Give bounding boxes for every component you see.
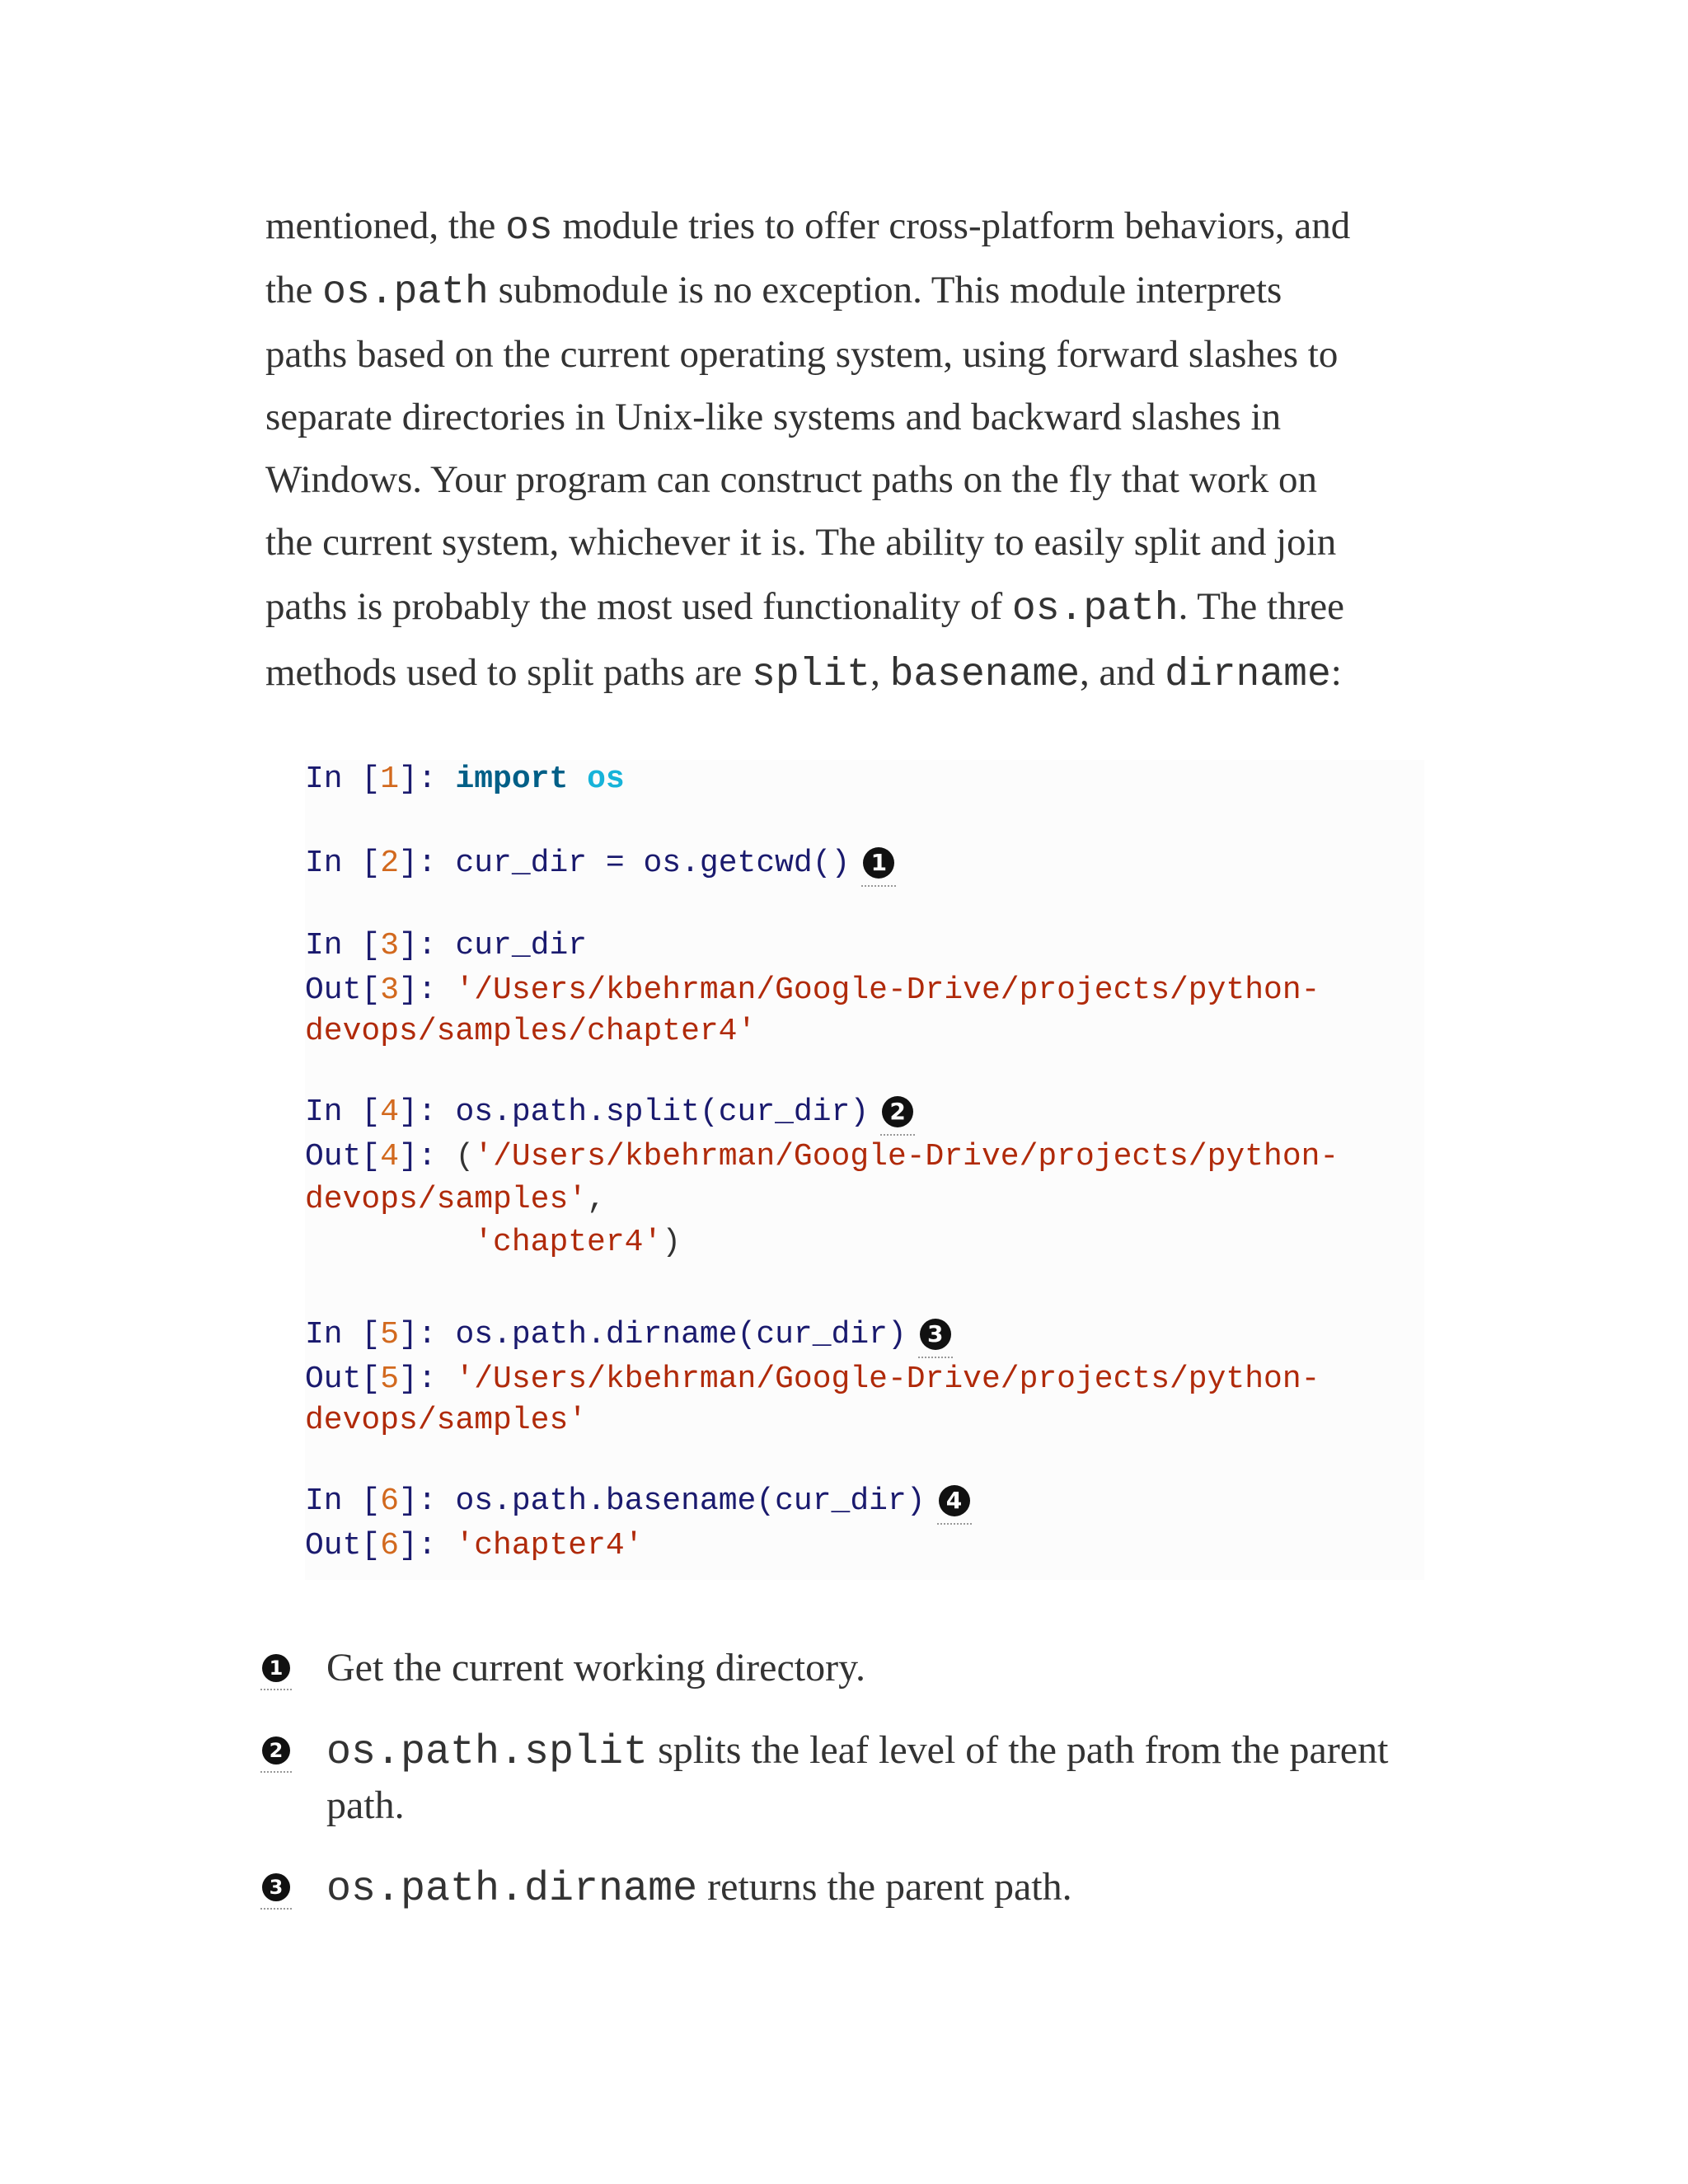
prompt: Out[ <box>305 1528 381 1563</box>
prose-text: paths is probably the most used functionality of <box>265 585 1012 628</box>
inline-code-os-path: os.path <box>322 270 489 315</box>
code-text: os.path.basename(cur_dir) <box>455 1483 926 1519</box>
code-line-in-1 <box>305 762 625 797</box>
prompt: ]: <box>399 1139 456 1174</box>
prompt: Out[ <box>305 972 381 1008</box>
annotation-text <box>326 1642 1431 1694</box>
code-line-out-4-cont <box>305 1225 681 1260</box>
inline-code-split: split <box>752 653 871 697</box>
prompt-number: 6 <box>380 1528 400 1563</box>
code-line-in-4 <box>305 1094 913 1130</box>
callout-2-marker-icon[interactable]: 2 <box>262 1736 290 1765</box>
callout-2-icon[interactable]: 2 <box>882 1096 913 1127</box>
code-line-out-5-cont <box>305 1403 587 1438</box>
prompt-number: 6 <box>380 1483 400 1519</box>
prose-line: the current system, whichever it is. The ability to easily split and join <box>265 521 1337 564</box>
prompt: ]: <box>399 928 456 963</box>
prose-line <box>265 194 1428 257</box>
paren: ) <box>662 1225 682 1260</box>
indent <box>305 1225 474 1260</box>
code-line-in-5 <box>305 1317 951 1352</box>
prompt-number: 2 <box>380 846 400 881</box>
prompt: ]: <box>399 1528 456 1563</box>
annotation-code: os.path.split <box>326 1729 649 1776</box>
prompt-number: 3 <box>380 972 400 1008</box>
keyword: import <box>455 762 569 797</box>
prompt: In [ <box>305 1094 381 1130</box>
string-literal: 'chapter4' <box>455 1528 644 1563</box>
annotation-text <box>326 1861 1431 1916</box>
string-literal: devops/samples/chapter4' <box>305 1014 757 1049</box>
prompt: ]: <box>399 1361 456 1397</box>
prompt: In [ <box>305 1317 381 1352</box>
module-name: os <box>587 762 625 797</box>
prompt: In [ <box>305 762 381 797</box>
prose-text: the <box>265 269 323 312</box>
code-line-out-3 <box>305 972 1320 1008</box>
code-line-out-6 <box>305 1528 644 1563</box>
prose-text: methods used to split paths are <box>265 651 753 694</box>
prompt-number: 4 <box>380 1094 400 1130</box>
prompt: ]: <box>399 1317 456 1352</box>
prompt-number: 5 <box>380 1361 400 1397</box>
callout-1-icon[interactable]: 1 <box>863 847 894 879</box>
annotation-text-body: returns the parent path. <box>697 1865 1072 1909</box>
code-text: cur_dir <box>455 928 588 963</box>
annotation-text-body: Get the current working directory. <box>326 1646 865 1690</box>
prompt: ]: <box>399 1094 456 1130</box>
prose-line: Windows. Your program can construct paths on the fly that work on <box>265 458 1318 501</box>
prose-text: , and <box>1080 651 1165 694</box>
prose-text: . The three <box>1178 585 1344 628</box>
inline-code-os-path: os.path <box>1011 587 1179 631</box>
inline-code-basename: basename <box>889 653 1080 697</box>
annotation-code: os.path.dirname <box>326 1866 698 1913</box>
body-paragraph <box>265 194 1428 705</box>
comma: , <box>587 1182 606 1217</box>
prompt: ]: <box>399 846 456 881</box>
prose-text: mentioned, the <box>265 204 506 247</box>
prompt: ]: <box>399 1483 456 1519</box>
code-line-out-5 <box>305 1361 1320 1397</box>
prompt: In [ <box>305 1483 381 1519</box>
string-literal: '/Users/kbehrman/Google-Drive/projects/python- <box>474 1139 1339 1174</box>
code-line-out-4-cont <box>305 1182 606 1217</box>
callout-3-marker-icon[interactable]: 3 <box>262 1873 290 1901</box>
prompt: ]: <box>399 972 456 1008</box>
prompt-number: 1 <box>380 762 400 797</box>
prose-line <box>265 640 1428 705</box>
inline-code-dirname: dirname <box>1165 653 1331 697</box>
code-text: cur_dir = os.getcwd() <box>455 846 851 881</box>
string-literal: 'chapter4' <box>474 1225 663 1260</box>
prompt: In [ <box>305 928 381 963</box>
prompt: Out[ <box>305 1139 381 1174</box>
prose-line <box>265 257 1428 323</box>
code-line-in-2 <box>305 846 894 881</box>
callout-4-icon[interactable]: 4 <box>939 1485 970 1516</box>
prose-text: submodule is no exception. This module interprets <box>488 269 1282 312</box>
string-literal: '/Users/kbehrman/Google-Drive/projects/python- <box>455 1361 1320 1397</box>
code-block <box>305 760 1424 1580</box>
callout-1-marker-icon[interactable]: 1 <box>262 1654 290 1682</box>
prose-line <box>265 574 1428 640</box>
prompt: ]: <box>399 762 456 797</box>
code-text: os.path.split(cur_dir) <box>455 1094 870 1130</box>
prompt: Out[ <box>305 1361 381 1397</box>
code-line-out-3-cont <box>305 1014 756 1049</box>
prose-text: module tries to offer cross-platform behaviors, and <box>552 204 1351 247</box>
callout-3-icon[interactable]: 3 <box>920 1319 951 1350</box>
prose-text: , <box>870 651 890 694</box>
code-line-in-6 <box>305 1483 970 1519</box>
string-literal: '/Users/kbehrman/Google-Drive/projects/python- <box>455 972 1320 1008</box>
code-line-out-4 <box>305 1139 1339 1174</box>
code-line-in-3 <box>305 928 587 963</box>
prose-line: paths based on the current operating system, using forward slashes to <box>265 333 1339 376</box>
prose-text: : <box>1330 651 1342 694</box>
prompt-number: 4 <box>380 1139 400 1174</box>
paren: ( <box>455 1139 475 1174</box>
annotation-text-body: splits the leaf level of the path from the parent <box>648 1728 1389 1772</box>
prompt: In [ <box>305 846 381 881</box>
string-literal: devops/samples' <box>305 1403 588 1438</box>
inline-code-os: os <box>505 206 553 251</box>
string-literal: devops/samples' <box>305 1182 588 1217</box>
prose-line: separate directories in Unix-like systems and backward slashes in <box>265 396 1282 438</box>
prompt-number: 5 <box>380 1317 400 1352</box>
prompt-number: 3 <box>380 928 400 963</box>
annotation-text-body: path. <box>326 1783 405 1827</box>
annotation-text <box>326 1724 1431 1832</box>
code-text: os.path.dirname(cur_dir) <box>455 1317 907 1352</box>
